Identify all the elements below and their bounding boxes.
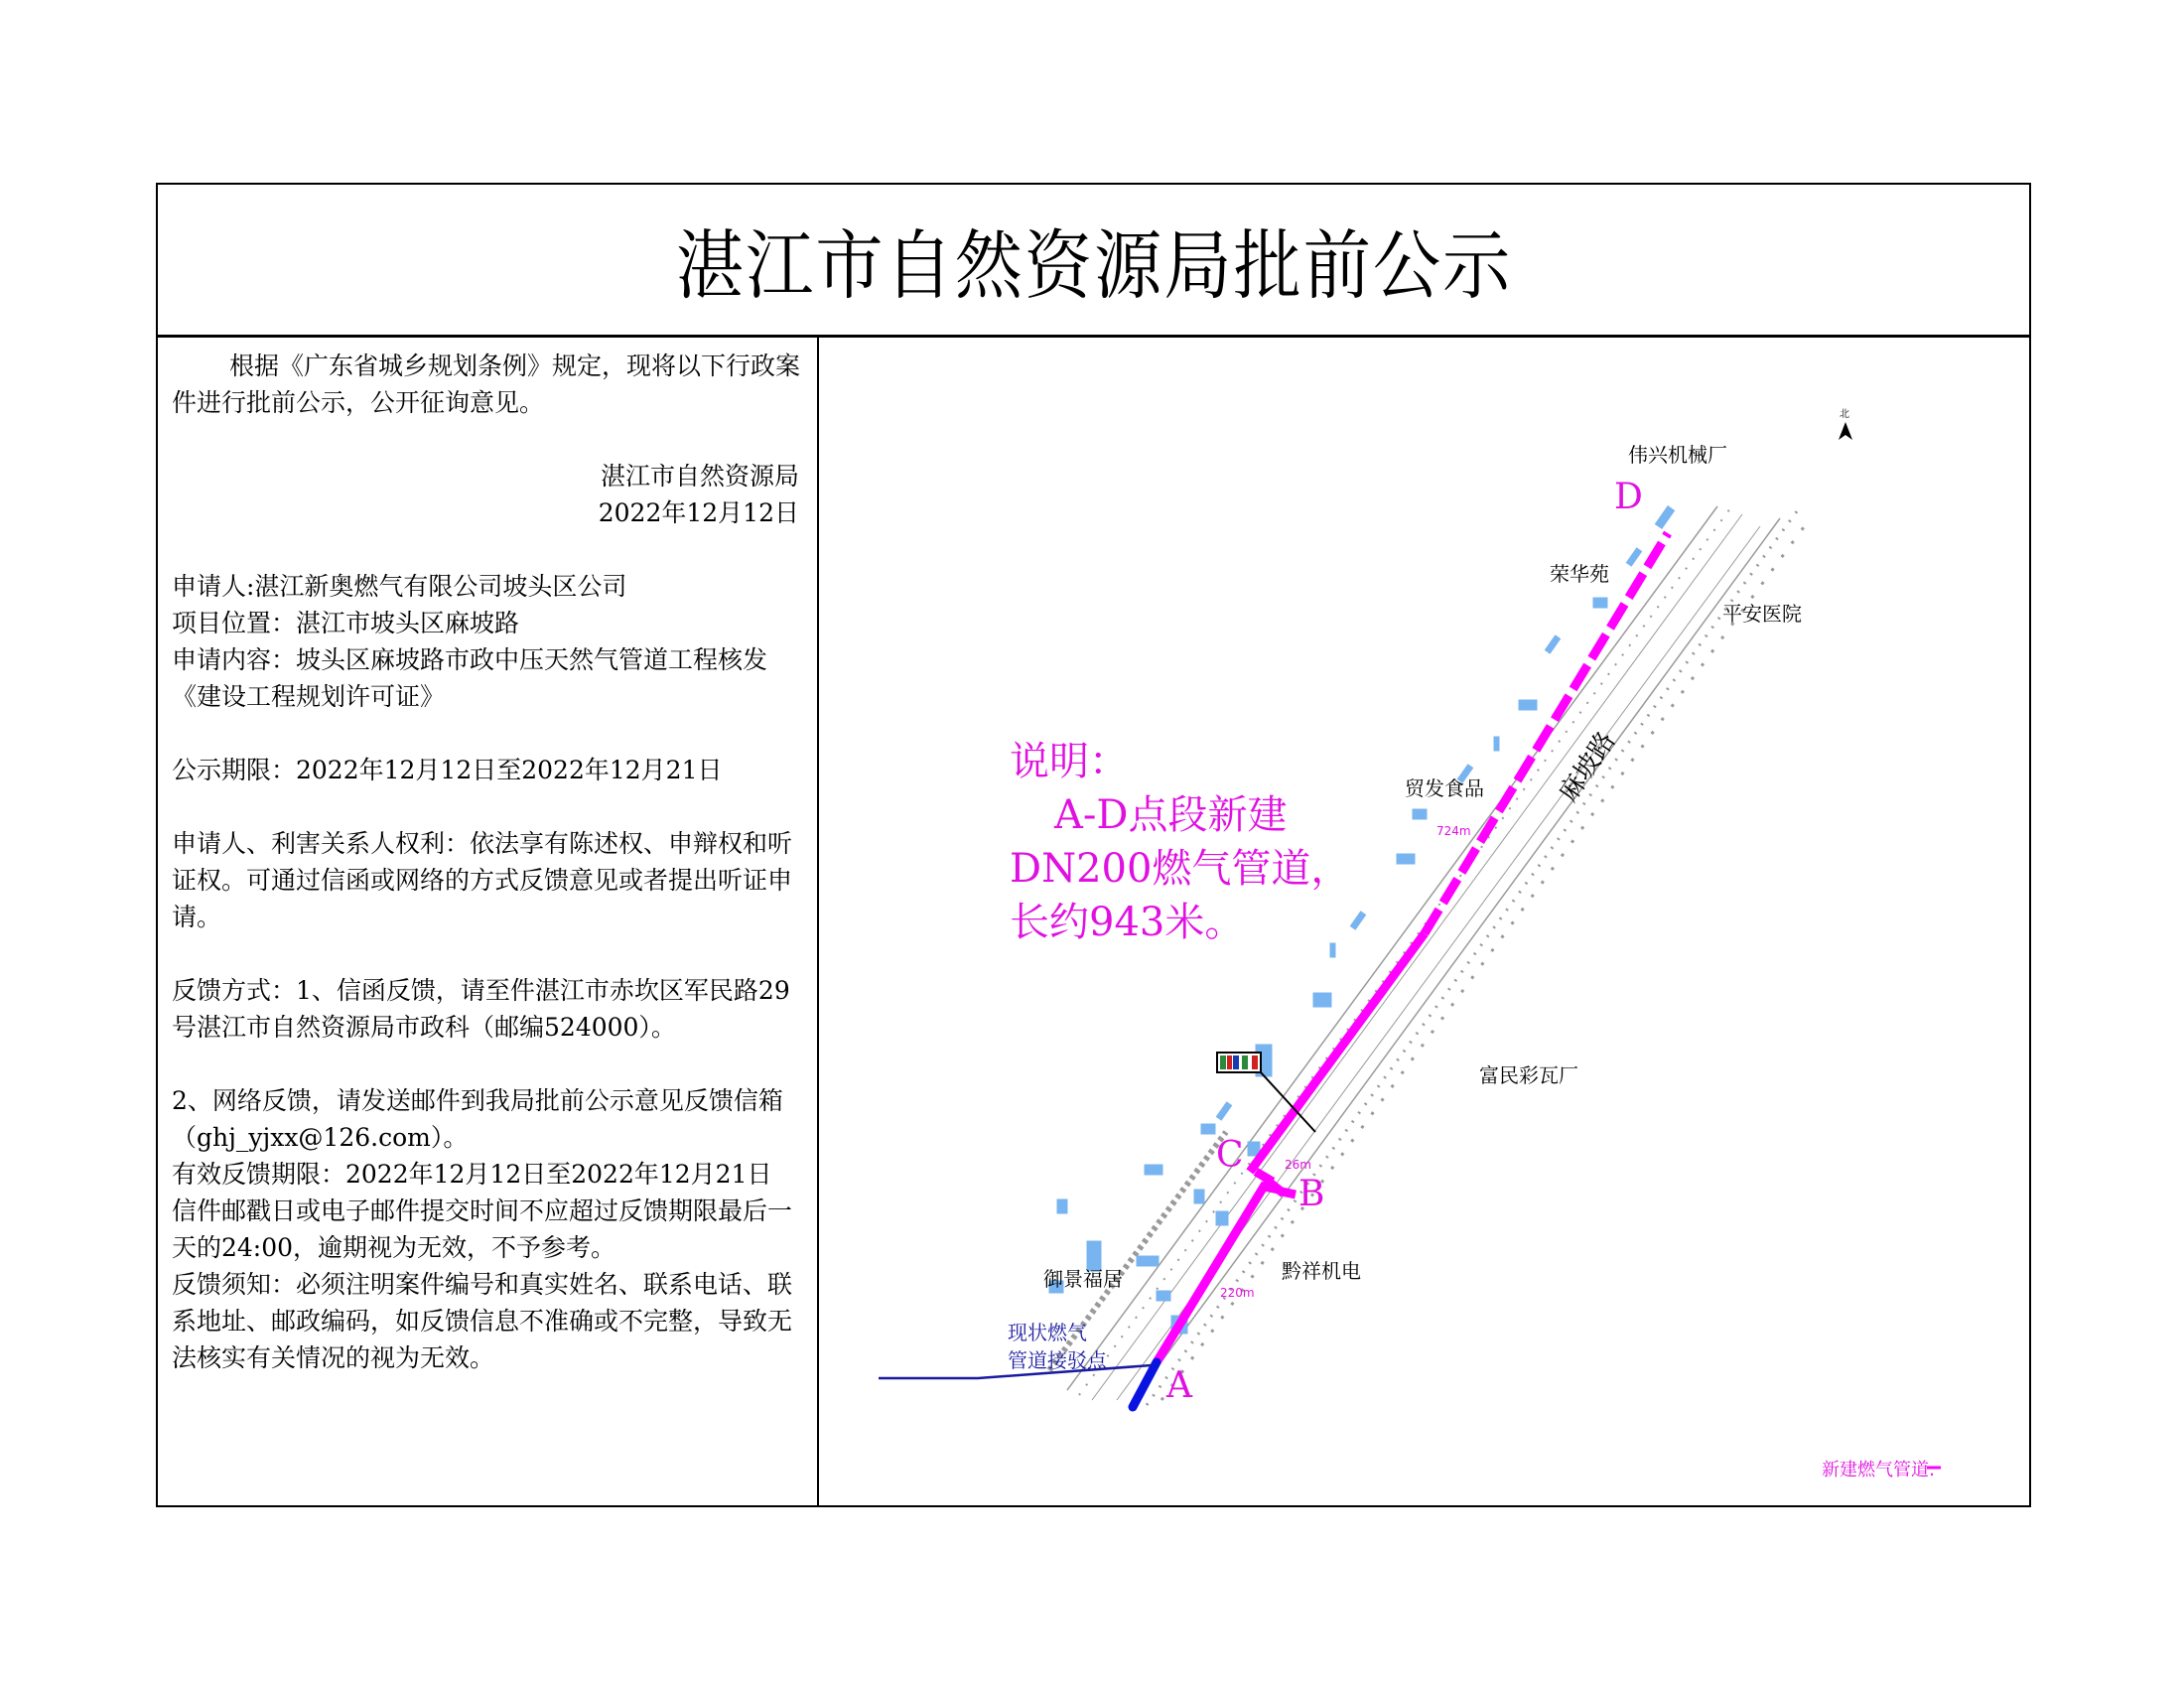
segment-cd-length: 724m: [1436, 824, 1471, 838]
description-line-1: A-D点段新建: [1054, 792, 1288, 838]
place-ronghua: 荣华苑: [1550, 562, 1609, 586]
description-heading: 说明：: [1010, 739, 1129, 784]
deadline-rule: 信件邮戳日或电子邮件提交时间不应超过反馈期限最后一天的24:00，逾期视为无效，不予参考。: [172, 1196, 793, 1262]
feedback-online: 2、网络反馈，请发送邮件到我局批前公示意见反馈信箱（ghj_yjxx@126.com）。: [172, 1086, 783, 1152]
existing-connection-note: [1008, 1319, 1107, 1374]
road: [1049, 506, 1812, 1405]
issue-date: 2022年12月12日: [598, 498, 799, 527]
north-label: 北: [1840, 409, 1849, 420]
site-map: [819, 338, 2029, 1505]
existing-gas-pipe: [1133, 1362, 1157, 1407]
intro-paragraph: 根据《广东省城乡规划条例》规定，现将以下行政案件进行批前公示，公开征询意见。: [172, 352, 801, 417]
page-title: 湛江市自然资源局批前公示: [675, 221, 1512, 310]
place-pingan: 平安医院: [1722, 602, 1802, 626]
application-content: 申请内容：坡头区麻坡路市政中压天然气管道工程核发《建设工程规划许可证》: [172, 645, 768, 711]
feedback-requirements: 反馈须知：必须注明案件编号和真实姓名、联系电话、联系地址、邮政编码，如反馈信息不准确或不完整，导致无法核实有关情况的视为无效。: [172, 1270, 793, 1372]
road-name-label: 麻坡路: [1553, 726, 1622, 808]
description-note: [1010, 735, 1350, 949]
publicity-period: 公示期限：2022年12月12日至2022年12月21日: [172, 756, 723, 784]
header: [158, 185, 2029, 338]
valid-feedback-period: 有效反馈期限：2022年12月12日至2022年12月21日: [172, 1160, 772, 1189]
issuer: 湛江市自然资源局: [600, 462, 799, 491]
legend-new-pipe-label: 新建燃气管道:: [1822, 1460, 1936, 1480]
project-location: 项目位置：湛江市坡头区麻坡路: [172, 609, 520, 637]
existing-connection-line-1: 现状燃气: [1008, 1321, 1087, 1344]
notice-text-panel: [158, 338, 819, 1505]
applicant: 申请人:湛江新奥燃气有限公司坡头区公司: [172, 572, 627, 601]
point-d-label: D: [1614, 477, 1643, 517]
feedback-mail: 反馈方式：1、信函反馈，请至件湛江市赤坎区军民路29号湛江市自然资源局市政科（邮编524000）。: [172, 976, 790, 1042]
place-qianxiang: 黔祥机电: [1282, 1259, 1361, 1283]
north-arrow-icon: [1839, 422, 1852, 440]
place-maofa: 贸发食品: [1405, 776, 1484, 800]
rights-paragraph: 申请人、利害关系人权利：依法享有陈述权、申辩权和听证权。可通过信函或网络的方式反馈意见或者提出听证申请。: [172, 829, 793, 931]
place-weixing: 伟兴机械厂: [1628, 443, 1727, 467]
segment-ab-length: 220m: [1220, 1286, 1255, 1300]
existing-connection-line-2: 管道接驳点: [1008, 1348, 1107, 1372]
notice-frame: [156, 183, 2031, 1507]
description-line-3: 长约943米。: [1010, 900, 1245, 945]
place-yujing: 御景福居: [1043, 1267, 1123, 1291]
place-fumin: 富民彩瓦厂: [1479, 1063, 1578, 1087]
point-b-label: B: [1298, 1174, 1325, 1214]
segment-bc-length: 26m: [1285, 1158, 1311, 1172]
point-a-label: A: [1166, 1365, 1192, 1406]
map-drawing: [819, 338, 2033, 1509]
point-c-label: C: [1216, 1135, 1244, 1176]
description-line-2: DN200燃气管道，: [1010, 846, 1351, 892]
